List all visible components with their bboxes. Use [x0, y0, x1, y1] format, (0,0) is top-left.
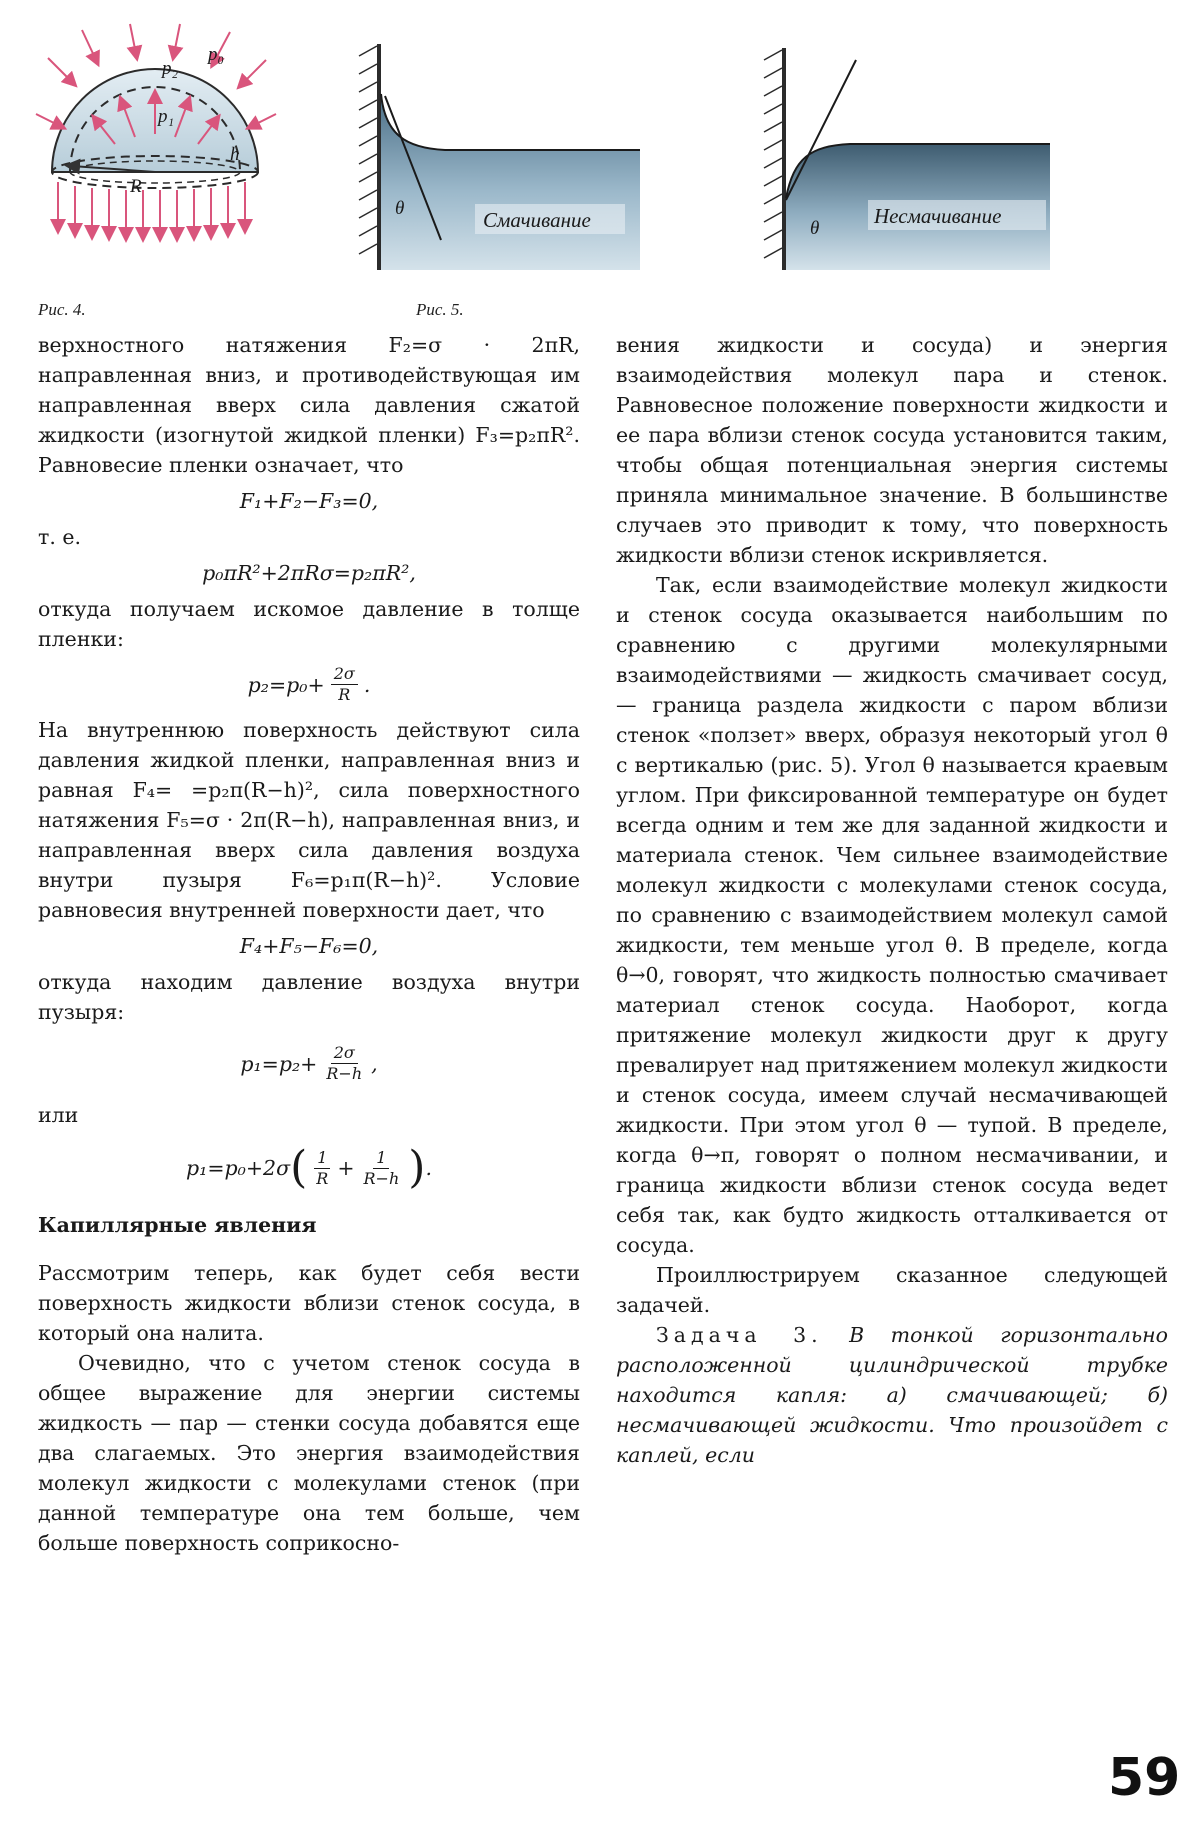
- label-h: h: [230, 144, 240, 165]
- left-column: [38, 330, 580, 1558]
- paragraph: вения жидкости и сосуда) и энергия взаимодействия молекул пара и стенок. Равновесное положение поверхности жидкости и ее пара вблизи стенок сосуда установится таким, чтобы общая потенциальная энергия системы приняла минимальное значение. В большинстве случаев это приводит к тому, что поверхность жидкости вблизи стенок искривляется.: [616, 333, 1168, 567]
- text-te: т. е.: [38, 525, 82, 549]
- figure-5-caption: Рис. 5.: [416, 300, 464, 319]
- paragraph: верхностного натяжения F₂=σ · 2πR, направленная вниз, и противодействующая им направленная вверх сила давления сжатой жидкости (изогнутой жидкой пленки) F₃=p₂πR². Равновесие пленки означает, что: [38, 333, 580, 477]
- paragraph: откуда находим давление воздуха внутри пузыря:: [38, 970, 580, 1024]
- figure-4-bubble: [30, 22, 280, 252]
- page-number: 59: [1108, 1748, 1181, 1808]
- task-label: Задача 3.: [656, 1323, 823, 1347]
- paragraph: На внутреннюю поверхность действуют сила давления жидкой пленки, направленная вниз и равная F₄= =p₂π(R−h)², сила поверхностного натяжения F₅=σ · 2π(R−h), направленная вниз, и направленная вверх сила давления воздуха внутри пузыря F₆=p₁π(R−h)². Условие равновесия внутренней поверхности дает, что: [38, 718, 580, 922]
- equation-1: F₁+F₂−F₃=0,: [239, 489, 379, 513]
- wall-hatching: [359, 46, 377, 254]
- paragraph: Рассмотрим теперь, как будет себя вести поверхность жидкости вблизи стенок сосуда, в который она налита.: [38, 1261, 580, 1345]
- paragraph: Так, если взаимодействие молекул жидкости и стенок сосуда оказывается наибольшим по сравнению с другими молекулярными взаимодействиями — жидкость смачивает сосуд,— граница раздела жидкости с паром вблизи стенок «ползет» вверх, образуя некоторый угол θ с вертикалью (рис. 5). Угол θ называется краевым углом. При фиксированной температуре он будет всегда одним и тем же для заданной жидкости и материала стенок. Чем сильнее взаимодействие молекул жидкости с молекулами стенок сосуда, по сравнению с взаимодействием молекул самой жидкости, тем меньше угол θ. В пределе, когда θ→0, говорят, что жидкость полностью смачивает материал стенок сосуда. Наоборот, когда притяжение молекул жидкости друг к другу превалирует над притяжением молекул жидкости и стенок сосуда, имеем случай несмачивающей жидкости. При этом угол θ — тупой. В пределе, когда θ→π, говорят о полном несмачивании, и граница жидкости вблизи стенок сосуда ведет себя так, как будто жидкость отталкивается от сосуда.: [616, 573, 1168, 1257]
- task-paragraph: [616, 1320, 1168, 1470]
- downward-arrows: [58, 182, 245, 235]
- wall-hatching: [764, 50, 782, 258]
- figure-4-caption: Рис. 4.: [38, 300, 86, 319]
- wetting-label: Смачивание: [483, 208, 591, 232]
- right-column: [616, 330, 1168, 1470]
- fraction: $\frac{2\sigma}{R}$: [331, 664, 358, 705]
- task-text: В тонкой горизонтально расположенной цилиндрической трубке находится капля: а) смачивающей; б) несмачивающей жидкости. Что произойдет с каплей, если: [616, 1323, 1168, 1467]
- paragraph: Проиллюстрируем сказанное следующей задачей.: [616, 1263, 1168, 1317]
- theta-label-nonwetting: θ: [810, 218, 820, 239]
- fraction: $\frac{1}{R}$: [313, 1148, 331, 1189]
- text-or: или: [38, 1103, 79, 1127]
- equation-5: p₁=p₂+ $\frac{2\sigma}{R-h}$ ,: [240, 1043, 378, 1083]
- label-R: R: [130, 176, 142, 197]
- label-p2: p₂: [162, 58, 179, 79]
- equation-6: p₁=p₀+2σ ( $\frac{1}{R}$ + $\frac{1}{R-h}$ ) .: [186, 1142, 432, 1193]
- paragraph: Очевидно, что с учетом стенок сосуда в общее выражение для энергии системы жидкость — пар — стенки сосуда добавятся еще два слагаемых. Это энергия взаимодействия молекул жидкости с молекулами стенок (при данной температуре она тем больше, чем больше поверхность соприкосно-: [38, 1351, 580, 1555]
- label-p0: p₀: [208, 44, 225, 65]
- equation-3: p₂=p₀+ $\frac{2\sigma}{R}$ .: [247, 664, 371, 704]
- fraction: $\frac{2\sigma}{R-h}$: [326, 1043, 363, 1083]
- fraction: $\frac{1}{R-h}$: [363, 1147, 400, 1188]
- liquid-wetting: [381, 94, 640, 270]
- label-p1: p₁: [158, 106, 175, 127]
- paragraph: откуда получаем искомое давление в толще пленки:: [38, 597, 580, 651]
- equation-2: p₀πR²+2πRσ=p₂πR²,: [202, 561, 416, 585]
- figure-5-wetting: [355, 44, 640, 270]
- nonwetting-label: Несмачивание: [874, 204, 1002, 228]
- figure-5-nonwetting: [760, 48, 1060, 270]
- theta-label-wetting: θ: [395, 198, 405, 219]
- section-heading: Капиллярные явления: [38, 1213, 317, 1237]
- equation-4: F₄+F₅−F₆=0,: [239, 934, 379, 958]
